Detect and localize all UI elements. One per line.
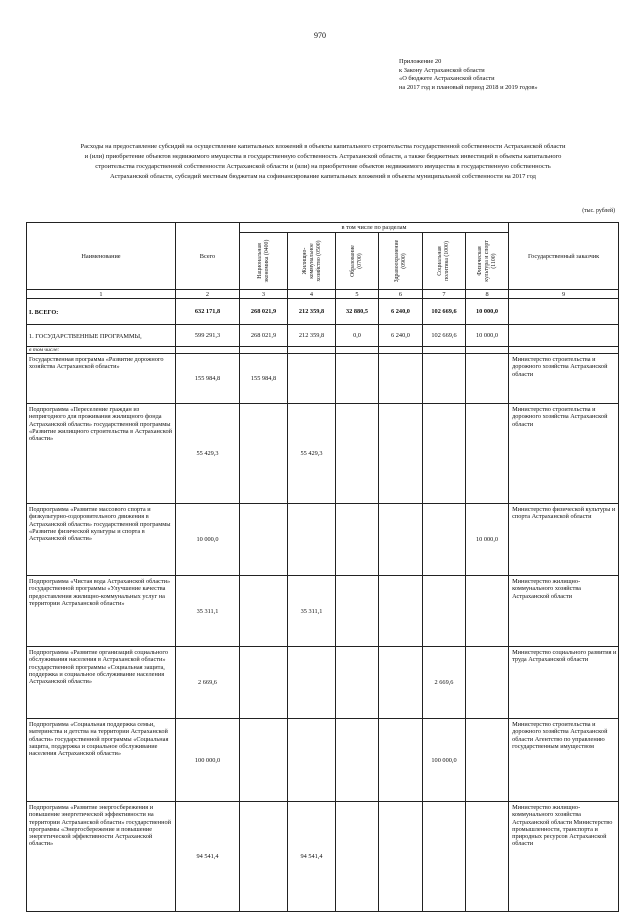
row-c8 (466, 802, 509, 912)
row-c3 (240, 404, 288, 504)
row-c3 (240, 504, 288, 576)
row-customer: Министерство строительства и дорожного хозяйства Астраханской области Агентство по управлению государственным имуществом (509, 719, 619, 802)
table-row (27, 504, 619, 576)
row-name: Подпрограмма «Социальная поддержка семьи, материнства и детства на территории Астраханской области» государственной программы «Социальная защита, поддержка и социальное обслуживание населения Астраханской области» (27, 719, 176, 802)
table-header (27, 223, 619, 299)
table-row (27, 647, 619, 719)
header-customer: Государственный заказчик (509, 223, 619, 290)
header-total: Всего (176, 223, 240, 290)
column-number: 6 (379, 290, 423, 299)
row-total: 10 000,0 (176, 504, 240, 576)
header-health: Здравоохранение (0900) (379, 233, 423, 290)
column-number: 4 (288, 290, 336, 299)
row-c4 (288, 647, 336, 719)
row-c4: 212 359,8 (288, 325, 336, 347)
row-name: I. ВСЕГО: (27, 299, 176, 325)
title-line: Астраханской области, субсидий местным бюджетам на софинансирование капитальных вложений в объекты муниципальной собственности на 2017 год (110, 173, 536, 180)
units-label: (тыс. рублей) (582, 208, 615, 214)
row-c3 (240, 576, 288, 647)
row-c3 (240, 719, 288, 802)
appendix-line: «О бюджете Астраханской области (399, 75, 495, 83)
row-c8 (466, 576, 509, 647)
table-row (27, 576, 619, 647)
row-customer (509, 325, 619, 347)
row-customer: Министерство жилищно-коммунального хозяйства Астраханской области (509, 576, 619, 647)
header-sections-group: в том числе по разделам (240, 223, 509, 233)
table-body (27, 299, 619, 912)
column-number: 5 (336, 290, 379, 299)
row-c8: 10 000,0 (466, 504, 509, 576)
row-c6 (379, 719, 423, 802)
row-customer: Министерство физической культуры и спорта Астраханской области (509, 504, 619, 576)
title-line: строительства государственной собственности Астраханской области и (или) на приобретение объектов недвижимого имущества в государственную собственность (95, 163, 551, 170)
row-c4 (288, 354, 336, 404)
table-row (27, 802, 619, 912)
row-c5: 0,0 (336, 325, 379, 347)
row-total: 632 171,8 (176, 299, 240, 325)
row-c5 (336, 576, 379, 647)
row-customer: Министерство жилищно-коммунального хозяйства Астраханской области Министерство промышленности, транспорта и природных ресурсов Астраханской области (509, 802, 619, 912)
row-customer: Министерство социального развития и труда Астраханской области (509, 647, 619, 719)
column-number: 9 (509, 290, 619, 299)
row-c5 (336, 404, 379, 504)
row-c7 (423, 802, 466, 912)
row-c7: 2 669,6 (423, 647, 466, 719)
row-customer (509, 299, 619, 325)
row-total: 55 429,3 (176, 404, 240, 504)
header-education: Образование (0700) (336, 233, 379, 290)
row-name: Подпрограмма «Развитие энергосбережения и повышение энергетической эффективности на территории Астраханской области» государственной программы «Энергосбережение и повышение энергетической эффективности Астраханской области» (27, 802, 176, 912)
row-c7 (423, 354, 466, 404)
row-c3: 155 984,8 (240, 354, 288, 404)
header-social: Социальная политика (1000) (423, 233, 466, 290)
row-c5: 32 880,5 (336, 299, 379, 325)
row-customer: Министерство строительства и дорожного хозяйства Астраханской области (509, 404, 619, 504)
row-c8 (466, 647, 509, 719)
table-row (27, 404, 619, 504)
column-number: 3 (240, 290, 288, 299)
appendix-note (399, 58, 538, 92)
row-c8 (466, 404, 509, 504)
row-total: 94 541,4 (176, 802, 240, 912)
title-line: и (или) приобретение объектов недвижимого имущества в государственную собственность Астраханской области, а также бюджетных инвестиций в объекты капитального (84, 153, 562, 160)
row-c8 (466, 354, 509, 404)
including-label: в том числе: (27, 347, 176, 354)
expenditure-table (26, 222, 619, 912)
row-total: 599 291,3 (176, 325, 240, 347)
row-c4: 55 429,3 (288, 404, 336, 504)
row-c5 (336, 647, 379, 719)
row-c6 (379, 647, 423, 719)
total-row (27, 299, 619, 325)
row-c4 (288, 504, 336, 576)
row-c6: 6 240,0 (379, 325, 423, 347)
row-c7 (423, 576, 466, 647)
table-row (27, 354, 619, 404)
row-c4: 35 311,1 (288, 576, 336, 647)
row-total: 100 000,0 (176, 719, 240, 802)
row-name: Подпрограмма «Переселение граждан из непригодного для проживания жилищного фонда Астраханской области» государственной программы «Развитие жилищного строительства в Астраханской области» (27, 404, 176, 504)
row-name: Государственная программа «Развитие дорожного хозяйства Астраханской области» (27, 354, 176, 404)
column-number: 7 (423, 290, 466, 299)
row-total: 35 311,1 (176, 576, 240, 647)
row-c8: 10 000,0 (466, 299, 509, 325)
programs-row (27, 325, 619, 347)
column-numbers-row (27, 290, 619, 299)
row-name: Подпрограмма «Развитие организаций социального обслуживания населения в Астраханской области» государственной программы «Социальная защита, поддержка и социальное обслуживание населения Астраханской области» (27, 647, 176, 719)
row-c6: 6 240,0 (379, 299, 423, 325)
row-total: 2 669,6 (176, 647, 240, 719)
row-c7: 100 000,0 (423, 719, 466, 802)
row-c3: 268 021,9 (240, 325, 288, 347)
column-number: 1 (27, 290, 176, 299)
row-c8: 10 000,0 (466, 325, 509, 347)
row-c4: 212 359,8 (288, 299, 336, 325)
row-c7 (423, 404, 466, 504)
row-c6 (379, 354, 423, 404)
row-c5 (336, 802, 379, 912)
row-c3 (240, 647, 288, 719)
including-row (27, 347, 619, 354)
page-number: 970 (314, 31, 326, 40)
row-c7: 102 669,6 (423, 299, 466, 325)
row-c6 (379, 802, 423, 912)
row-c8 (466, 719, 509, 802)
row-c6 (379, 404, 423, 504)
appendix-line: Приложение 20 (399, 58, 442, 65)
column-number: 2 (176, 290, 240, 299)
appendix-line: на 2017 год и плановый период 2018 и 2019 годов» (399, 83, 538, 91)
row-name: Подпрограмма «Развитие массового спорта и физкультурно-оздоровительного движения в Астраханской области» государственной программы «Развитие физической культуры и спорта в Астраханской области» (27, 504, 176, 576)
row-c7: 102 669,6 (423, 325, 466, 347)
title-line: Расходы на предоставление субсидий на осуществление капитальных вложений в объекты капитального строительства государственной собственности Астраханской области (80, 143, 566, 150)
row-c5 (336, 354, 379, 404)
row-c4 (288, 719, 336, 802)
row-c3 (240, 802, 288, 912)
header-housing: Жилищно- коммунальное хозяйство (0500) (288, 233, 336, 290)
row-c3: 268 021,9 (240, 299, 288, 325)
row-c6 (379, 576, 423, 647)
row-name: Подпрограмма «Чистая вода Астраханской области» государственной программы «Улучшение качества предоставления жилищно-коммунальных услуг на территории Астраханской области» (27, 576, 176, 647)
row-c7 (423, 504, 466, 576)
header-national-economy: Национальная экономика (0400) (240, 233, 288, 290)
row-c5 (336, 719, 379, 802)
table-row (27, 719, 619, 802)
row-c5 (336, 504, 379, 576)
row-total: 155 984,8 (176, 354, 240, 404)
document-title (24, 142, 622, 182)
header-sport: Физическая культура и спорт (1100) (466, 233, 509, 290)
row-c6 (379, 504, 423, 576)
appendix-line: к Закону Астраханской области (399, 66, 485, 74)
header-name: Наименование (27, 223, 176, 290)
row-name: 1. ГОСУДАРСТВЕННЫЕ ПРОГРАММЫ, (27, 325, 176, 347)
row-c4: 94 541,4 (288, 802, 336, 912)
row-customer: Министерство строительства и дорожного хозяйства Астраханской области (509, 354, 619, 404)
column-number: 8 (466, 290, 509, 299)
